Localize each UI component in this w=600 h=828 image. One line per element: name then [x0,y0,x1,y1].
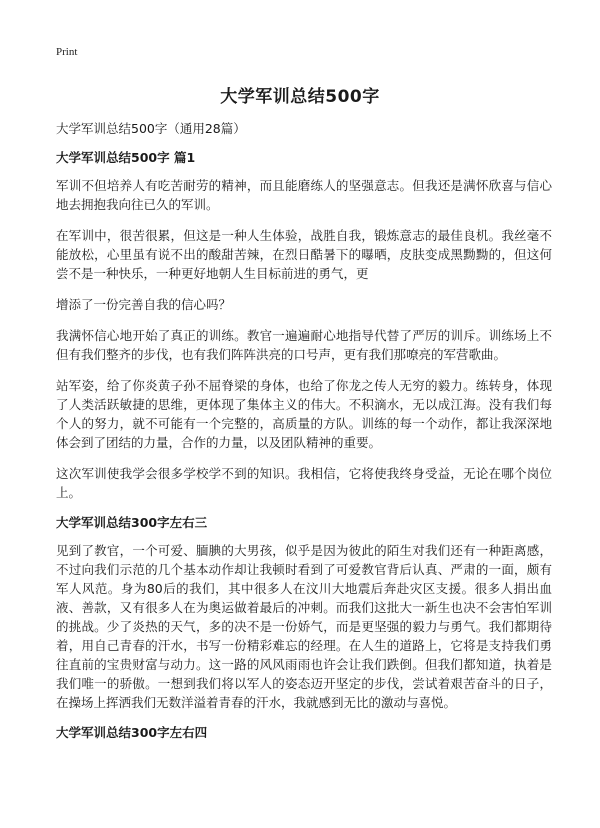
paragraph: 在军训中，很苦很累，但这是一种人生体验，战胜自我，锻炼意志的最佳良机。我丝毫不能放松，心里虽有说不出的酸甜苦辣，在烈日酷暑下的曝晒，皮肤变成黑黝黝的，但这何尝不是一种快乐，一种更好地朝人生目标前进的勇气，更 [56,228,552,281]
paragraph: 增添了一份完善自我的信心吗？ [56,297,232,312]
paragraph: 这次军训使我学会很多学校学不到的知识。我相信，它将使我终身受益，无论在哪个岗位上。 [56,466,552,500]
section-heading: 大学军训总结300字左右三 [56,515,208,530]
print-link[interactable]: Print [56,46,78,58]
paragraph: 军训不但培养人有吃苦耐劳的精神，而且能磨练人的坚强意志。但我还是满怀欣喜与信心地去拥抱我向往已久的军训。 [56,178,552,212]
document-subtitle: 大学军训总结500字（通用28篇） [56,121,246,136]
section-heading: 大学军训总结500字 篇1 [56,150,196,165]
paragraph: 我满怀信心地开始了真正的训练。教官一遍遍耐心地指导代替了严厉的训斥。训练场上不但有我们整齐的步伐，也有我们阵阵洪亮的口号声，更有我们那嘹亮的军营歌曲。 [56,328,552,362]
page-title: 大学军训总结500字 [220,87,380,107]
section-heading: 大学军训总结300字左右四 [56,725,208,740]
paragraph: 站军姿，给了你炎黄子孙不屈脊梁的身体，也给了你龙之传人无穷的毅力。练转身，体现了人类活跃敏捷的思维，更体现了集体主义的伟大。不积滴水，无以成江海。没有我们每个人的努力，就不可能有一个完整的，高质量的方队。训练的每一个动作，都让我深深地体会到了团结的力量，合作的力量，以及团队精神的重要。 [56,378,552,450]
paragraph: 见到了教官，一个可爱、腼腆的大男孩，似乎是因为彼此的陌生对我们还有一种距离感，不过向我们示范的几个基本动作却让我顿时看到了可爱教官背后认真、严肃的一面，颇有军人风范。身为80后的我们，其中很多人在汶川大地震后奔赴灾区支援。很多人捐出血液、善款，又有很多人在为奥运做着最后的冲刺。而我们这批大一新生也决不会害怕军训的挑战。少了炎热的天气，多的决不是一份娇气，而是更坚强的毅力与勇气。我们都期待着，用自己青春的汗水，书写一份精彩难忘的经理。在人生的道路上，它将是支持我们勇往直前的宝贵财富与动力。这一路的风风雨雨也许会让我们跌倒。但我们都知道，执着是我们唯一的骄傲。一想到我们将以军人的姿态迈开坚定的步伐，尝试着艰苦奋斗的日子，在操场上挥洒我们无数洋溢着青春的汗水，我就感到无比的激动与喜悦。 [56,543,552,710]
document-body [56,120,552,751]
